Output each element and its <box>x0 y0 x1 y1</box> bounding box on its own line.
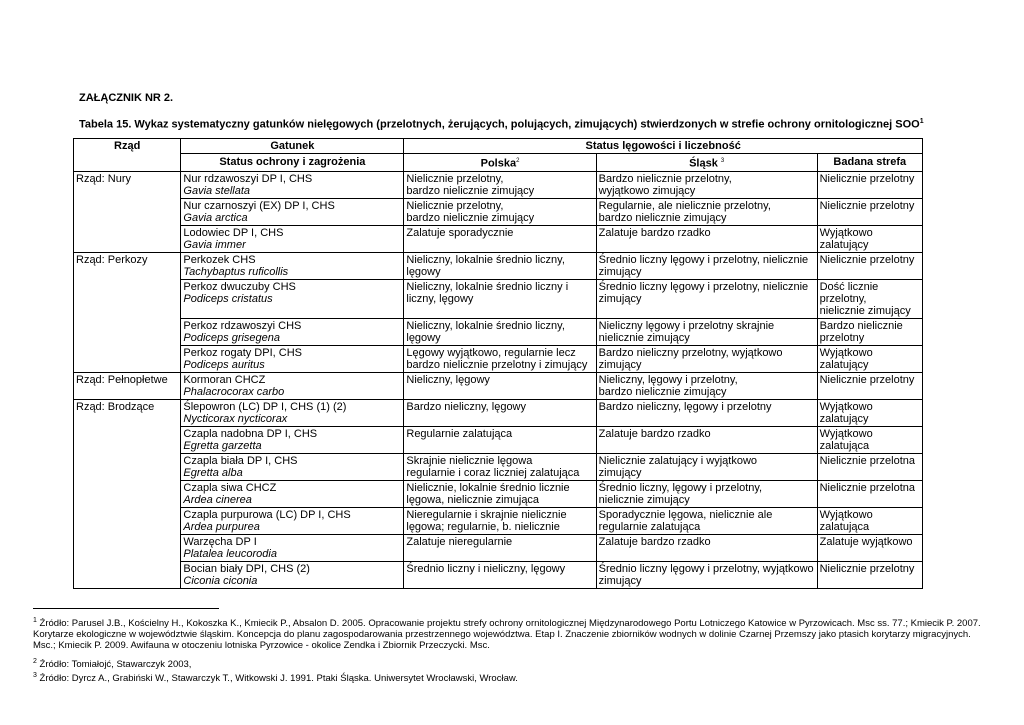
polska-cell <box>404 426 596 453</box>
slask-cell <box>596 171 817 198</box>
slask-footnote-ref[interactable]: 3 <box>720 158 725 164</box>
polska-line: Zalatuje nieregularnie <box>406 535 513 548</box>
species-latin-name: Podiceps cristatus <box>183 292 273 305</box>
polska-cell <box>404 252 596 279</box>
footnote-separator <box>33 608 219 609</box>
species-name: Nur rdzawoszyi DP I, CHS <box>183 172 313 185</box>
slask-line: zimujący <box>598 358 642 371</box>
slask-cell <box>596 399 817 426</box>
species-name: Perkoz rdzawoszyi CHS <box>183 319 302 332</box>
polska-cell <box>404 279 596 318</box>
annex-heading: ZAŁĄCZNIK NR 2. <box>79 92 174 104</box>
species-name: Bocian biały DPI, CHS (2) <box>183 562 310 575</box>
slask-line: Bardzo nielicznie przelotny, <box>598 172 732 185</box>
polska-line: lęgowy <box>406 265 441 278</box>
footnote-3-text: Źródło: Dyrcz A., Grabiński W., Stawarczyk T., Witkowski J. 1991. Ptaki Śląska. Uniwersytet Wrocławski, Wrocław. <box>39 673 518 685</box>
header-polska-label: Polska <box>480 157 517 170</box>
polska-line: Skrajnie nielicznie lęgowa <box>406 454 533 467</box>
polska-line: lęgowa; regularnie, b. nielicznie <box>406 520 560 533</box>
table-row <box>74 318 923 345</box>
polska-line: bardzo nielicznie zimujący <box>406 184 535 197</box>
slask-line: Zalatuje bardzo rzadko <box>598 427 711 440</box>
polska-cell <box>404 561 596 588</box>
species-latin-name: Gavia arctica <box>183 211 248 224</box>
slask-line: nielicznie zimujący <box>598 331 690 344</box>
polska-cell <box>404 345 596 372</box>
strefa-cell <box>817 507 922 534</box>
caption-footnote-ref[interactable]: 1 <box>919 118 924 125</box>
slask-line: Bardzo nieliczny przelotny, wyjątkowo <box>598 346 783 359</box>
species-cell <box>181 198 404 225</box>
strefa-line: Wyjątkowo zalatująca <box>819 508 873 533</box>
polska-cell <box>404 198 596 225</box>
strefa-line: Nielicznie przelotny <box>819 253 915 266</box>
slask-cell <box>596 318 817 345</box>
polska-cell <box>404 507 596 534</box>
strefa-line: Zalatuje wyjątkowo <box>819 535 913 548</box>
strefa-line: Nielicznie przelotna <box>819 481 915 494</box>
species-latin-name: Ciconia ciconia <box>183 574 258 587</box>
header-polska <box>404 154 596 172</box>
footnote-3-number: 3 <box>33 672 37 679</box>
slask-line: Zalatuje bardzo rzadko <box>598 226 711 239</box>
species-name: Perkozek CHS <box>183 253 256 266</box>
table-row <box>74 252 923 279</box>
slask-line: Średnio liczny, lęgowy i przelotny, <box>598 481 763 494</box>
species-name: Czapla nadobna DP I, CHS <box>183 427 318 440</box>
species-name: Nur czarnoszyi (EX) DP I, CHS <box>183 199 335 212</box>
species-cell <box>181 279 404 318</box>
table-row <box>74 507 923 534</box>
species-cell <box>181 453 404 480</box>
strefa-cell <box>817 534 922 561</box>
polska-line: Nieliczny, lokalnie średnio liczny i <box>406 280 569 293</box>
slask-cell <box>596 534 817 561</box>
species-cell <box>181 507 404 534</box>
species-latin-name: Podiceps auritus <box>183 358 265 371</box>
strefa-line: Nielicznie przelotny <box>819 172 915 185</box>
header-status: Status lęgowości i liczebność <box>404 139 923 154</box>
polska-line: lęgowy <box>406 331 441 344</box>
species-name: Czapla biała DP I, CHS <box>183 454 298 467</box>
strefa-line: Nielicznie przelotny <box>819 562 915 575</box>
strefa-cell <box>817 279 922 318</box>
strefa-line: Wyjątkowo zalatująca <box>819 427 873 452</box>
polska-line: Nieliczny, lęgowy <box>406 373 490 386</box>
species-latin-name: Nycticorax nycticorax <box>183 412 288 425</box>
polska-cell <box>404 372 596 399</box>
species-cell <box>181 426 404 453</box>
order-cell: Rząd: Brodzące <box>74 399 181 588</box>
strefa-cell <box>817 345 922 372</box>
polska-line: Średnio liczny i nieliczny, lęgowy <box>406 562 566 575</box>
species-name: Ślepowron (LC) DP I, CHS (1) (2) <box>183 400 347 413</box>
polska-line: Zalatuje sporadycznie <box>406 226 514 239</box>
slask-cell <box>596 372 817 399</box>
species-name: Warzęcha DP I <box>183 535 257 548</box>
strefa-cell <box>817 453 922 480</box>
slask-line: Zalatuje bardzo rzadko <box>598 535 711 548</box>
table-body <box>74 171 923 588</box>
species-cell <box>181 480 404 507</box>
strefa-cell <box>817 480 922 507</box>
species-name: Kormoran CHCZ <box>183 373 266 386</box>
header-slask <box>596 154 817 172</box>
species-latin-name: Podiceps grisegena <box>183 331 281 344</box>
table-row <box>74 345 923 372</box>
species-latin-name: Egretta alba <box>183 466 243 479</box>
strefa-cell <box>817 372 922 399</box>
species-cell <box>181 399 404 426</box>
order-cell: Rząd: Pełnopłetwe <box>74 372 181 399</box>
strefa-line: przelotny <box>819 331 865 344</box>
table-row <box>74 399 923 426</box>
slask-cell <box>596 507 817 534</box>
polska-line: Nielicznie przelotny, <box>406 199 504 212</box>
table-row <box>74 480 923 507</box>
polska-cell <box>404 453 596 480</box>
species-latin-name: Platalea leucorodia <box>183 547 277 560</box>
polska-line: Nieliczny, lokalnie średnio liczny, <box>406 319 565 332</box>
slask-line: zimujący <box>598 265 642 278</box>
table-row <box>74 372 923 399</box>
strefa-line: Nielicznie przelotna <box>819 454 915 467</box>
polska-footnote-ref[interactable]: 2 <box>516 158 520 164</box>
table-row <box>74 279 923 318</box>
polska-line: Nieregularnie i skrajnie nielicznie <box>406 508 567 521</box>
species-cell <box>181 534 404 561</box>
table-row <box>74 453 923 480</box>
species-cell <box>181 318 404 345</box>
slask-line: zimujący <box>598 466 642 479</box>
slask-cell <box>596 453 817 480</box>
strefa-cell <box>817 318 922 345</box>
order-cell: Rząd: Perkozy <box>74 252 181 372</box>
species-name: Perkoz rogaty DPI, CHS <box>183 346 302 359</box>
slask-cell <box>596 225 817 252</box>
strefa-line: Nielicznie przelotny <box>819 199 915 212</box>
polska-line: bardzo nielicznie przelotny i zimujący <box>406 358 588 371</box>
polska-line: liczny, lęgowy <box>406 292 474 305</box>
polska-line: Nielicznie przelotny, <box>406 172 504 185</box>
footnote-1-text: Źródło: Parusel J.B., Kościelny H., Kokoszka K., Kmiecik P., Absalon D. 2005. Opracowanie projektu strefy ochrony ornitologicznej Międzynarodowego Portu Lotniczego Katowice w Pyrzowicach. Msc ss. 77.; Kmiecik P. 2007. Korytarze ekologiczne w województwie śląskim. Koncepcja do planu zagospodarowania przestrzennego województwa. Etap I. Znaczenie zbiorników wodnych w dolinie Czarnej Przemszy jako ptasich korytarzy migracyjnych. Msc.; Kmiecik P. 2009. Awifauna w otoczeniu lotniska Pyrzowice - okolice Zendka i Zbiornik Przeczycki. Msc. <box>33 618 981 652</box>
slask-line: bardzo nielicznie zimujący <box>598 211 727 224</box>
slask-line: zimujący <box>598 292 642 305</box>
species-cell <box>181 252 404 279</box>
table-caption <box>79 118 979 131</box>
species-cell <box>181 561 404 588</box>
slask-line: Średnio liczny lęgowy i przelotny, wyjątkowo <box>598 562 814 575</box>
strefa-cell <box>817 426 922 453</box>
header-row-2 <box>74 154 923 172</box>
slask-cell <box>596 252 817 279</box>
polska-cell <box>404 318 596 345</box>
footnote-1 <box>33 615 993 651</box>
footnote-2-text: Źródło: Tomiałojć, Stawarczyk 2003, <box>39 659 192 671</box>
slask-line: nielicznie zimujący <box>598 493 690 506</box>
header-slask-label: Śląsk <box>689 157 718 170</box>
slask-cell <box>596 561 817 588</box>
species-cell <box>181 225 404 252</box>
slask-cell <box>596 426 817 453</box>
table-row <box>74 171 923 198</box>
header-strefa: Badana strefa <box>817 154 922 172</box>
order-cell: Rząd: Nury <box>74 171 181 252</box>
polska-cell <box>404 399 596 426</box>
footnote-3 <box>33 670 993 684</box>
strefa-cell <box>817 198 922 225</box>
strefa-line: Wyjątkowo zalatujący <box>819 346 873 371</box>
polska-line: Nieliczny, lokalnie średnio liczny, <box>406 253 565 266</box>
species-name: Perkoz dwuczuby CHS <box>183 280 296 293</box>
table-row <box>74 534 923 561</box>
strefa-line: Wyjątkowo zalatujący <box>819 226 873 251</box>
footnote-2 <box>33 656 993 670</box>
polska-line: Regularnie zalatująca <box>406 427 513 440</box>
strefa-cell <box>817 171 922 198</box>
species-name: Czapla purpurowa (LC) DP I, CHS <box>183 508 351 521</box>
polska-cell <box>404 480 596 507</box>
species-latin-name: Ardea cinerea <box>183 493 252 506</box>
polska-cell <box>404 534 596 561</box>
species-name: Lodowiec DP I, CHS <box>183 226 284 239</box>
slask-cell <box>596 480 817 507</box>
slask-line: Średnio liczny lęgowy i przelotny, nielicznie <box>598 280 809 293</box>
strefa-line: Wyjątkowo zalatujący <box>819 400 873 425</box>
polska-line: Lęgowy wyjątkowo, regularnie lecz <box>406 346 576 359</box>
slask-line: Nieliczny, lęgowy i przelotny, <box>598 373 738 386</box>
species-latin-name: Gavia immer <box>183 238 246 251</box>
header-status-ochrony: Status ochrony i zagrożenia <box>181 154 404 172</box>
species-latin-name: Gavia stellata <box>183 184 251 197</box>
header-row-1 <box>74 139 923 154</box>
table-row <box>74 561 923 588</box>
slask-line: wyjątkowo zimujący <box>598 184 696 197</box>
strefa-cell <box>817 561 922 588</box>
strefa-line: Dość licznie przelotny, <box>819 280 879 305</box>
slask-line: Bardzo nieliczny, lęgowy i przelotny <box>598 400 772 413</box>
slask-line: Sporadycznie lęgowa, nielicznie ale <box>598 508 773 521</box>
species-name: Czapla siwa CHCZ <box>183 481 277 494</box>
polska-line: Nielicznie, lokalnie średnio licznie <box>406 481 570 494</box>
polska-line: lęgowa, nielicznie zimująca <box>406 493 540 506</box>
table-row <box>74 426 923 453</box>
species-cell <box>181 345 404 372</box>
slask-line: Nielicznie zalatujący i wyjątkowo <box>598 454 758 467</box>
polska-cell <box>404 225 596 252</box>
footnote-1-number: 1 <box>33 617 37 624</box>
footnote-2-number: 2 <box>33 658 37 665</box>
polska-line: bardzo nielicznie zimujący <box>406 211 535 224</box>
species-latin-name: Tachybaptus ruficollis <box>183 265 289 278</box>
slask-line: Średnio liczny lęgowy i przelotny, nielicznie <box>598 253 809 266</box>
strefa-cell <box>817 252 922 279</box>
slask-line: zimujący <box>598 574 642 587</box>
slask-cell <box>596 198 817 225</box>
slask-cell <box>596 345 817 372</box>
slask-line: bardzo nielicznie zimujący <box>598 385 727 398</box>
strefa-cell <box>817 399 922 426</box>
slask-cell <box>596 279 817 318</box>
species-latin-name: Phalacrocorax carbo <box>183 385 285 398</box>
slask-line: Nieliczny lęgowy i przelotny skrajnie <box>598 319 775 332</box>
polska-cell <box>404 171 596 198</box>
polska-line: Bardzo nieliczny, lęgowy <box>406 400 527 413</box>
slask-line: regularnie zalatująca <box>598 520 701 533</box>
caption-text: Tabela 15. Wykaz systematyczny gatunków nielęgowych (przelotnych, żerujących, polujących, zimujących) stwierdzonych w strefie ochrony ornitologicznej SOO <box>79 118 920 131</box>
species-latin-name: Ardea purpurea <box>183 520 260 533</box>
header-gatunek: Gatunek <box>181 139 404 154</box>
species-cell <box>181 171 404 198</box>
strefa-line: Nielicznie przelotny <box>819 373 915 386</box>
strefa-cell <box>817 225 922 252</box>
strefa-line: nielicznie zimujący <box>819 304 911 317</box>
table-row <box>74 225 923 252</box>
polska-line: regularnie i coraz liczniej zalatująca <box>406 466 580 479</box>
slask-line: Regularnie, ale nielicznie przelotny, <box>598 199 771 212</box>
species-cell <box>181 372 404 399</box>
strefa-line: Bardzo nielicznie <box>819 319 903 332</box>
species-table <box>73 138 923 589</box>
species-latin-name: Egretta garzetta <box>183 439 262 452</box>
header-rzad: Rząd <box>74 139 181 172</box>
table-row <box>74 198 923 225</box>
